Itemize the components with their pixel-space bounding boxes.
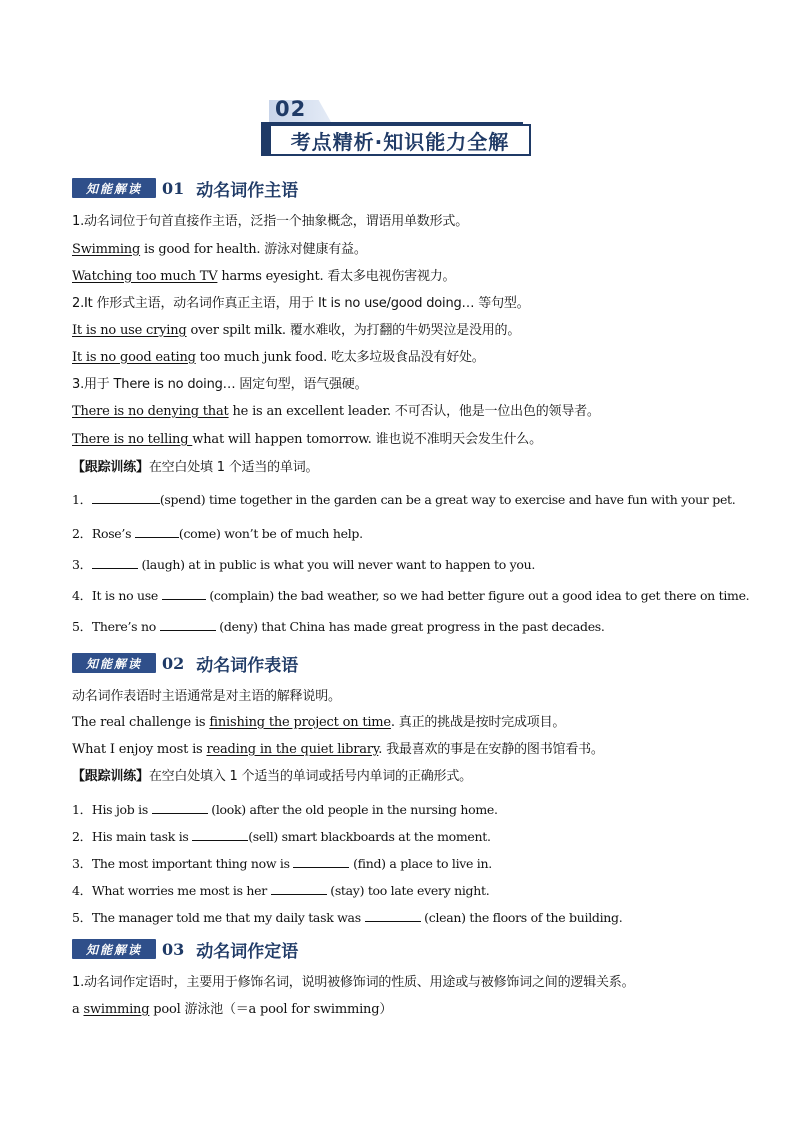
exercise-item: 4．What worries me most is her (stay) too late every night. [72,883,490,898]
section-heading-02 [72,650,298,676]
section-title: 动名词作定语 [196,941,299,962]
training-instruction: 【跟踪训练】在空白处填 1 个适当的单词。 [72,460,319,475]
rule-text: 1.动名词作定语时，主要用于修饰名词，说明被修饰词的性质、用途或与被修饰词之间的逻辑关系。 [72,975,635,990]
rule-text: 3.用于 There is no doing… 固定句型，语气强硬。 [72,377,368,392]
exercise-item: 5．The manager told me that my daily task was (clean) the floors of the building. [72,910,623,925]
example-line: The real challenge is finishing the project on time. 真正的挑战是按时完成项目。 [72,715,566,730]
answer-blank[interactable] [160,617,216,631]
section-title: 动名词作表语 [196,655,299,676]
example-line: What I enjoy most is reading in the quiet library. 我最喜欢的事是在安静的图书馆看书。 [72,742,604,757]
rule-text: 1.动名词位于句首直接作主语，泛指一个抽象概念，谓语用单数形式。 [72,214,469,229]
answer-blank[interactable] [92,555,138,569]
example-line: Watching too much TV harms eyesight. 看太多电视伤害视力。 [72,269,456,284]
rule-text: 2.It 作形式主语，动名词作真正主语，用于 It is no use/good doing… 等句型。 [72,296,530,311]
answer-blank[interactable] [271,881,327,895]
example-line: Swimming is good for health. 游泳对健康有益。 [72,242,367,257]
exercise-item: 2．Rose’s (come) won’t be of much help. [72,526,363,541]
badge: 知能解读 [72,939,156,959]
section-banner [255,97,545,162]
answer-blank[interactable] [365,908,421,922]
answer-blank[interactable] [192,827,248,841]
badge: 知能解读 [72,653,156,673]
exercise-item: 3．The most important thing now is (find) a place to live in. [72,856,492,871]
exercise-item: 2．His main task is (sell) smart blackboards at the moment. [72,829,491,844]
section-heading-03 [72,936,298,962]
section-title: 动名词作主语 [196,180,299,201]
example-line: It is no good eating too much junk food. 吃太多垃圾食品没有好处。 [72,350,485,365]
answer-blank[interactable] [135,524,179,538]
training-instruction: 【跟踪训练】在空白处填入 1 个适当的单词或括号内单词的正确形式。 [72,769,472,784]
example-line: There is no telling what will happen tomorrow. 谁也说不准明天会发生什么。 [72,432,542,447]
exercise-item: 4．It is no use (complain) the bad weather, so we had better figure out a good idea to get there on time. [72,588,750,603]
exercise-item: 1． (spend) time together in the garden can be a great way to exercise and have fun with your pet. [72,492,736,507]
answer-blank[interactable] [92,490,160,504]
section-heading-01 [72,175,298,201]
banner-title: 考点精析·知识能力全解 [290,129,510,154]
answer-blank[interactable] [162,586,206,600]
rule-text: 动名词作表语时主语通常是对主语的解释说明。 [72,689,341,704]
banner-number: 02 [275,97,307,121]
example-line: There is no denying that he is an excellent leader. 不可否认，他是一位出色的领导者。 [72,404,600,419]
section-number: 01 [162,178,185,198]
example-line: a swimming pool 游泳池（＝a pool for swimming） [72,1002,393,1017]
exercise-item: 3． (laugh) at in public is what you will never want to happen to you. [72,557,536,572]
badge: 知能解读 [72,178,156,198]
exercise-item: 5．There’s no (deny) that China has made great progress in the past decades. [72,619,605,634]
section-number: 03 [162,939,185,959]
section-number: 02 [162,653,185,673]
example-line: It is no use crying over spilt milk. 覆水难收，为打翻的牛奶哭泣是没用的。 [72,323,521,338]
exercise-item: 1．His job is (look) after the old people in the nursing home. [72,802,498,817]
answer-blank[interactable] [293,854,349,868]
answer-blank[interactable] [152,800,208,814]
